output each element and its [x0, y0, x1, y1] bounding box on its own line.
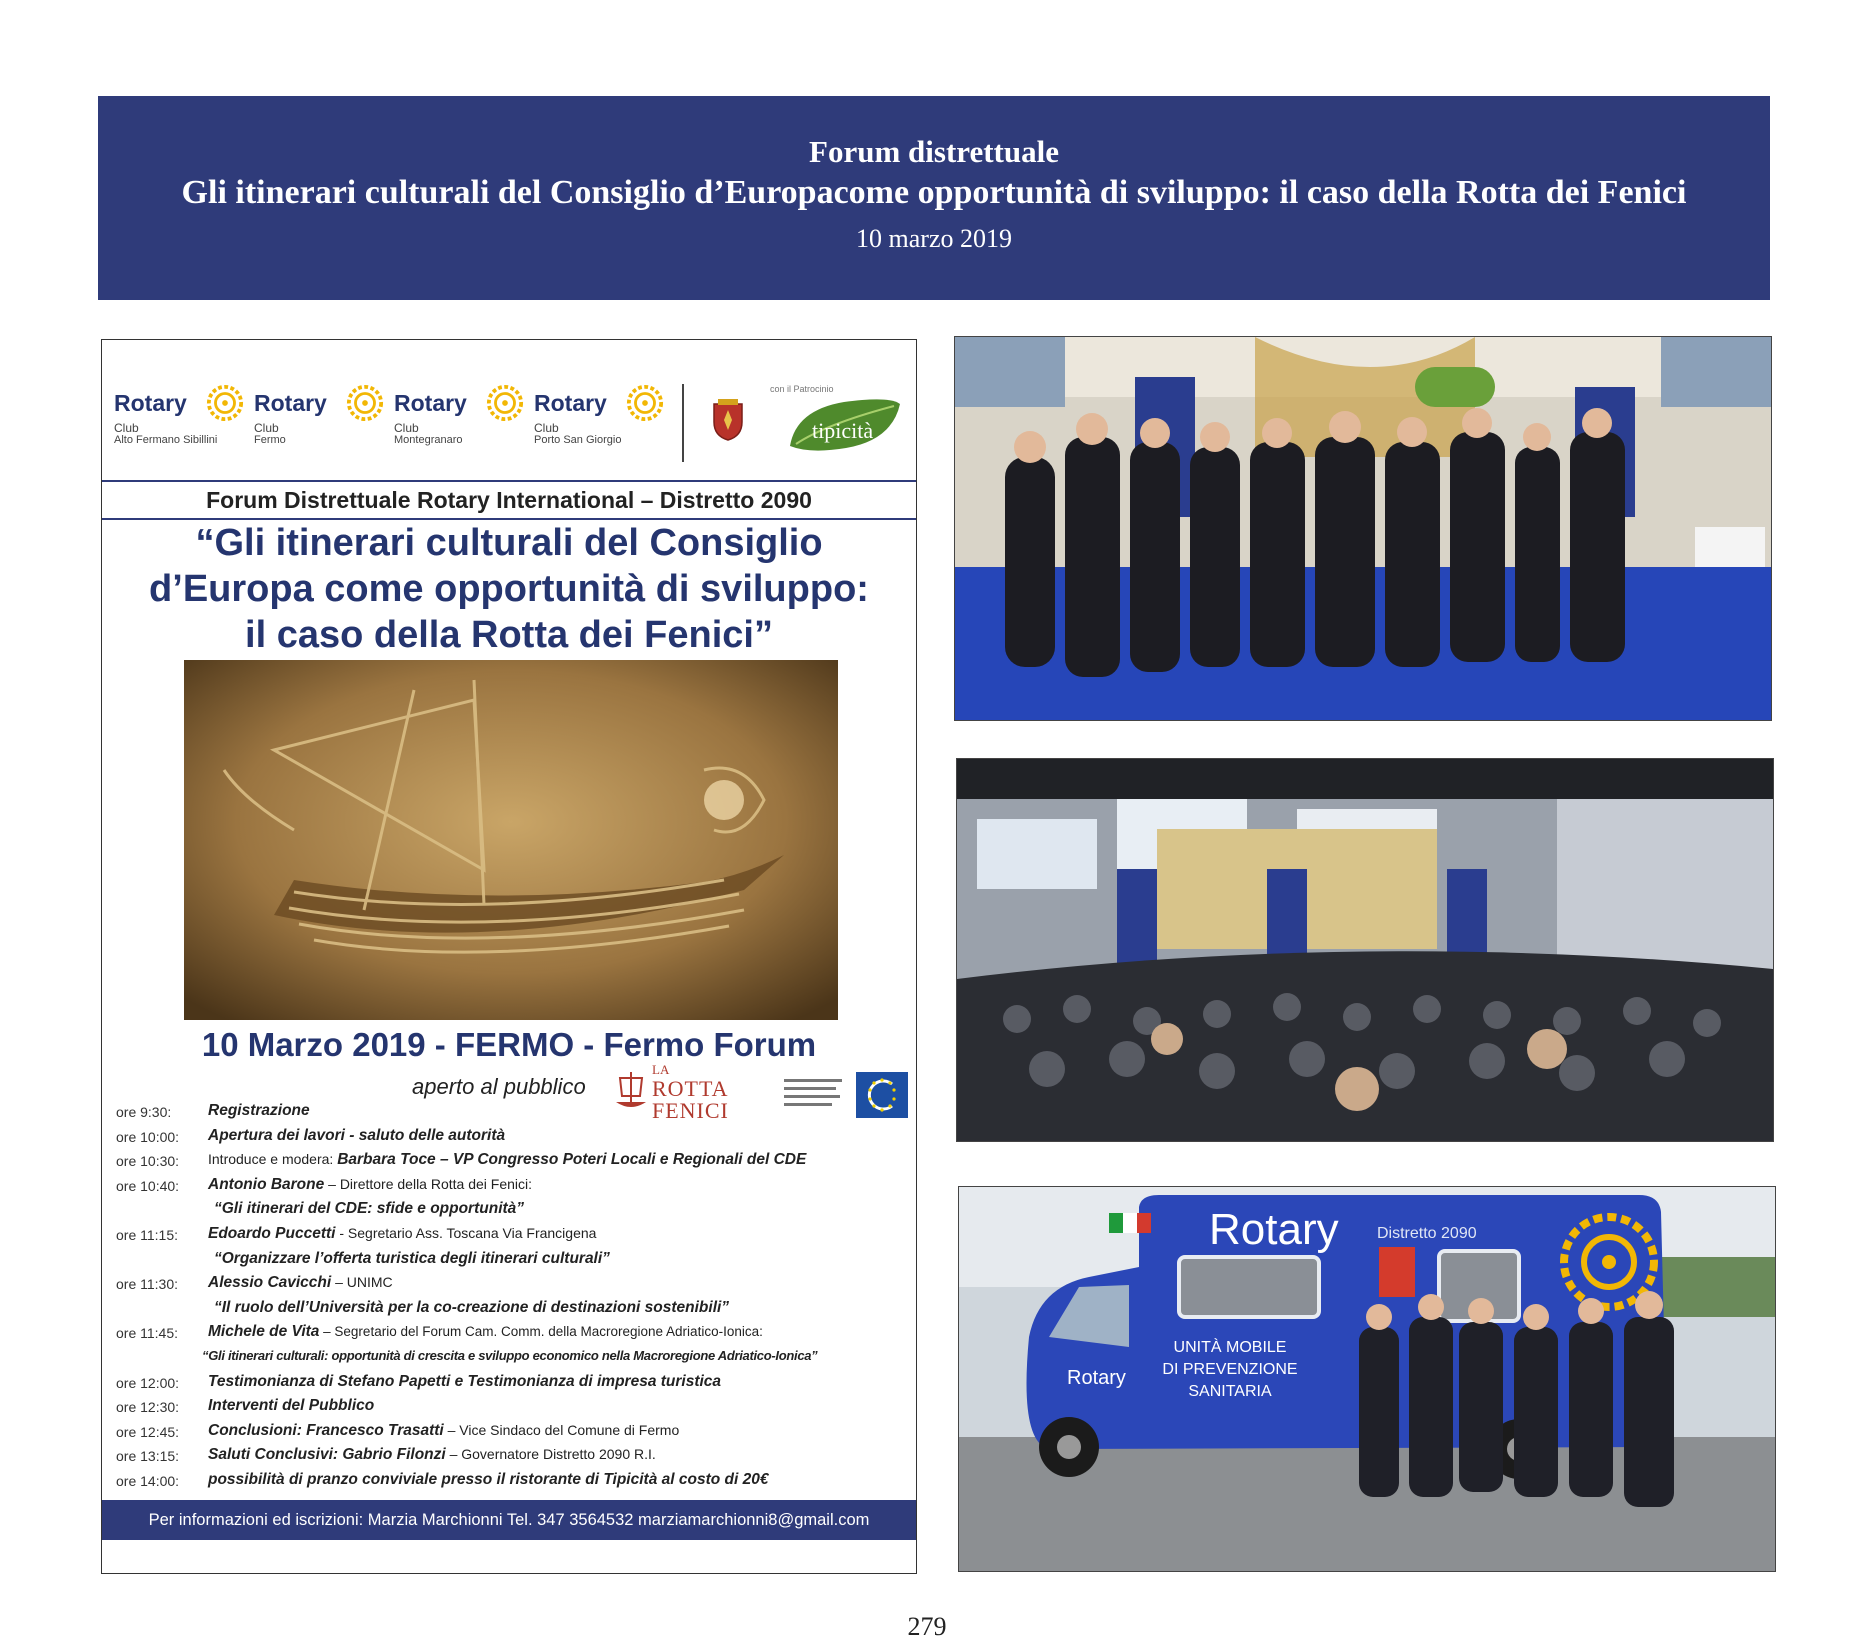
program-talk-title: “Gli itinerari culturali: opportunità di crescita e sviluppo economico nella Macroregione Adriatico-Ionica” [202, 1347, 818, 1363]
program-row [116, 1102, 910, 1127]
program-role: - Segretario Ass. Toscana Via Francigena [335, 1224, 597, 1241]
program-item: Registrazione [208, 1102, 310, 1119]
program-speaker: Antonio Barone [208, 1175, 325, 1193]
header-date: 10 marzo 2019 [856, 224, 1012, 253]
program-speaker: Edoardo Puccetti [208, 1224, 336, 1242]
program-role: – Segretario del Forum Cam. Comm. della Macroregione Adriatico-Ionica: [319, 1324, 763, 1340]
program-time: ore 12:45: [116, 1423, 180, 1440]
program-time: ore 12:00: [116, 1374, 180, 1391]
club-name: Rotary [114, 390, 187, 416]
poster-title-line: il caso della Rotta dei Fenici” [245, 614, 773, 656]
poster-title [102, 520, 916, 658]
program-row [116, 1127, 910, 1152]
rotta-logo-text: ROTTA [652, 1076, 729, 1101]
forum-line-text: Forum Distrettuale Rotary International – Distretto 2090 [206, 487, 812, 513]
program-speaker: Saluti Conclusivi: Gabrio Filonzi [208, 1446, 446, 1464]
rotta-logo-text: LA [652, 1062, 670, 1077]
club-label: Club [394, 421, 419, 435]
rotary-club-logo [394, 380, 534, 460]
program-speaker: Conclusioni: Francesco Trasatti [208, 1421, 444, 1439]
program-item: Testimonianza di Stefano Papetti e Testimonianza di impresa turistica [208, 1372, 722, 1390]
van-side-label: Rotary [1067, 1367, 1126, 1389]
club-label: Club [534, 421, 559, 435]
program-speaker: Alessio Cavicchi [208, 1274, 332, 1292]
program-row [116, 1422, 910, 1447]
rotary-club-logo [254, 380, 394, 460]
program-row [116, 1274, 910, 1299]
rotta-logo-text: FENICI [652, 1098, 729, 1123]
tipicita-label: tipicità [812, 418, 874, 443]
club-location: Porto San Giorgio [534, 434, 622, 446]
program-row [116, 1373, 910, 1398]
program-row [116, 1200, 910, 1225]
phoenician-ship-image [184, 660, 838, 1020]
club-location: Alto Fermano Sibillini [114, 434, 218, 446]
program-time: ore 10:40: [116, 1177, 180, 1194]
program-row [116, 1348, 910, 1373]
program-time: ore 11:45: [116, 1325, 179, 1342]
event-poster [101, 339, 917, 1574]
program-row [116, 1151, 910, 1176]
rotary-club-logo [114, 380, 254, 460]
program-row [116, 1471, 910, 1496]
program-item: Barbara Toce – VP Congresso Poteri Locali e Regionali del CDE [337, 1151, 807, 1169]
van-rotary-label: Rotary [1209, 1205, 1339, 1254]
sponsor-logos [114, 380, 904, 470]
forum-line [102, 480, 916, 520]
program-time: ore 11:15: [116, 1226, 179, 1243]
header-banner [98, 96, 1770, 300]
program-item: Apertura dei lavori - saluto delle autorità [208, 1126, 506, 1144]
program-item: possibilità di pranzo conviviale presso il ristorante di Tipicità al costo di 20€ [208, 1470, 769, 1488]
contact-info: Per informazioni ed iscrizioni: Marzia Marchionni Tel. 347 3564532 marziamarchionni8@gmail.com [102, 1500, 916, 1540]
club-name: Rotary [394, 390, 467, 416]
program-time: ore 14:00: [116, 1472, 180, 1489]
program-item: Interventi del Pubblico [208, 1397, 375, 1415]
rotary-club-logo [534, 380, 674, 460]
program-row [116, 1176, 910, 1201]
rotary-wheel-icon [486, 384, 524, 422]
program-role: Introduce e modera: [208, 1151, 338, 1168]
program-row [116, 1299, 910, 1324]
program-row [116, 1446, 910, 1471]
club-location: Montegranaro [394, 434, 463, 446]
poster-title-line: d’Europa come opportunità di sviluppo: [149, 568, 869, 610]
van-unit-line: DI PREVENZIONE [1162, 1361, 1298, 1378]
page-number: 279 [907, 1612, 947, 1641]
club-label: Club [114, 421, 139, 435]
van-unit-line: UNITÀ MOBILE [1173, 1339, 1287, 1356]
program-row [116, 1397, 910, 1422]
program-row [116, 1323, 910, 1348]
header-subtitle: Gli itinerari culturali del Consiglio d’Europacome opportunità di sviluppo: il caso della Rotta dei Fenici [181, 174, 1687, 211]
photo-auditorium [956, 758, 1774, 1142]
stage-photo [955, 337, 1771, 720]
program-role: – Direttore della Rotta dei Fenici: [324, 1175, 533, 1192]
program-time: ore 11:30: [116, 1276, 179, 1293]
program-talk-title: “Organizzare l’offerta turistica degli itinerari culturali” [214, 1249, 610, 1267]
photo-rotary-van [958, 1186, 1776, 1572]
photo-group-on-stage [954, 336, 1772, 721]
van-unit-label [1155, 1337, 1305, 1403]
club-label: Club [254, 421, 279, 435]
rotary-wheel-icon [206, 384, 244, 422]
program-talk-title: “Gli itinerari del CDE: sfide e opportunità” [214, 1200, 525, 1218]
club-location: Fermo [254, 434, 286, 446]
program-speaker: Michele de Vita [208, 1323, 320, 1341]
program-row [116, 1250, 910, 1275]
event-program [116, 1102, 910, 1496]
public-access-note: aperto al pubblico [412, 1074, 586, 1099]
program-time: ore 10:30: [116, 1153, 180, 1170]
van-district-label: Distretto 2090 [1377, 1225, 1477, 1242]
logo-divider [682, 384, 684, 462]
fermo-crest-icon [710, 398, 746, 442]
rotary-wheel-icon [626, 384, 664, 422]
program-row [116, 1225, 910, 1250]
header-title: Forum distrettuale [809, 134, 1059, 169]
auditorium-photo [957, 759, 1773, 1141]
program-role: – Vice Sindaco del Comune di Fermo [443, 1421, 680, 1438]
event-date-line: 10 Marzo 2019 - FERMO - Fermo Forum [201, 1026, 817, 1063]
program-time: ore 13:15: [116, 1448, 180, 1465]
patronage-label: con il Patrocinio [770, 384, 834, 394]
program-time: ore 9:30: [116, 1104, 172, 1120]
club-name: Rotary [534, 390, 607, 416]
tipicita-logo [786, 394, 904, 452]
program-role: – Governatore Distretto 2090 R.I. [445, 1446, 656, 1463]
program-time: ore 10:00: [116, 1128, 180, 1145]
program-role: – UNIMC [331, 1274, 393, 1291]
rotary-wheel-icon [346, 384, 384, 422]
program-talk-title: “Il ruolo dell’Università per la co-creazione di destinazioni sostenibili” [214, 1298, 730, 1316]
poster-title-line: “Gli itinerari culturali del Consiglio [195, 522, 823, 564]
program-time: ore 12:30: [116, 1399, 180, 1416]
club-name: Rotary [254, 390, 327, 416]
van-unit-line: SANITARIA [1188, 1383, 1272, 1400]
